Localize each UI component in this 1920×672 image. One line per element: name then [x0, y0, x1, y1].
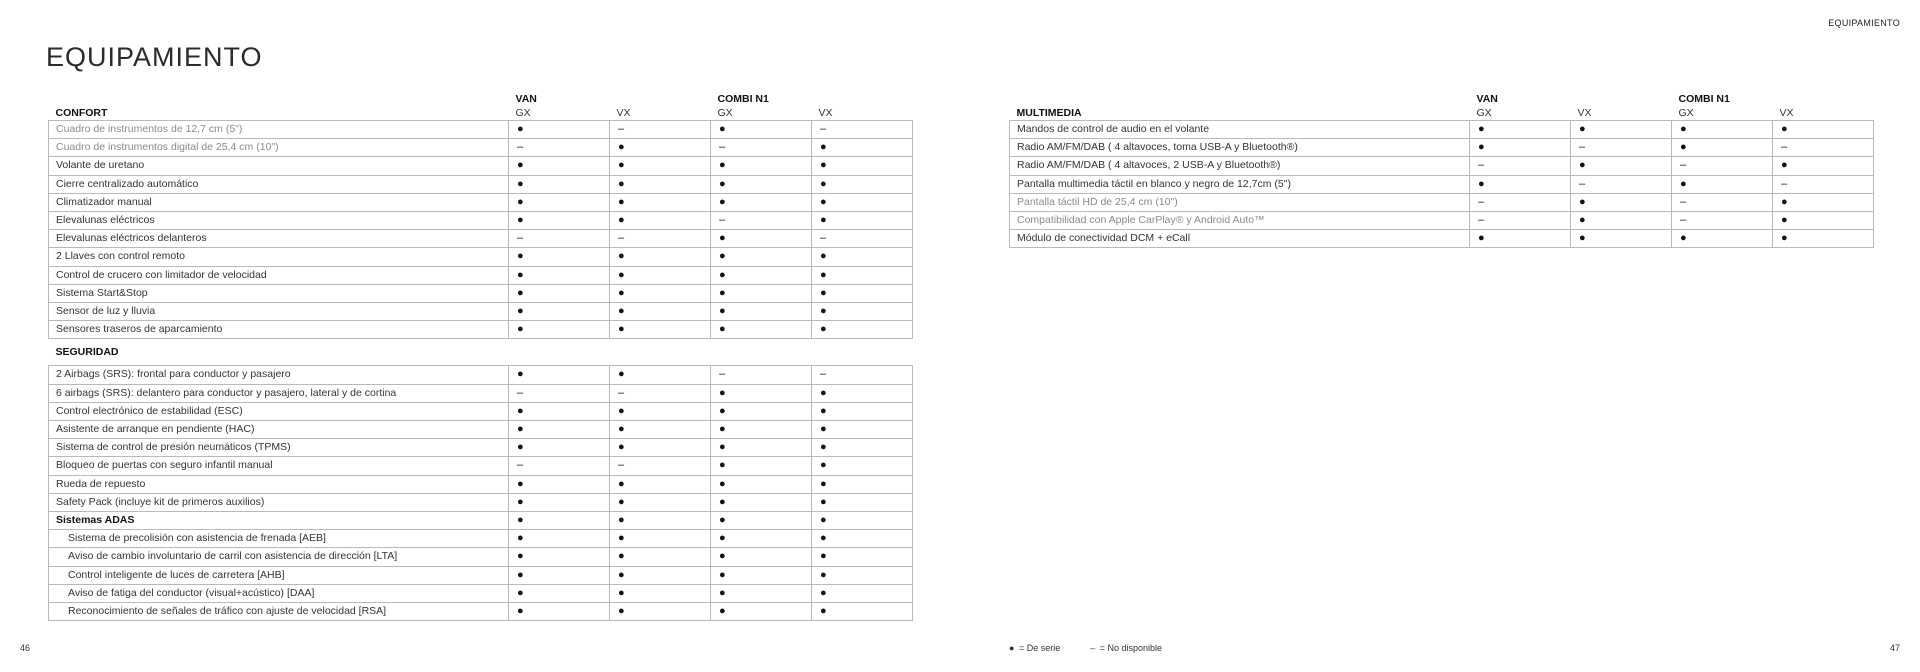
table-row: [49, 121, 913, 139]
availability-cell: –: [1672, 212, 1773, 230]
availability-cell: ●: [509, 493, 610, 511]
availability-cell: –: [1773, 139, 1874, 157]
feature-label: Elevalunas eléctricos: [49, 212, 509, 230]
availability-cell: ●: [711, 584, 812, 602]
multimedia-title: MULTIMEDIA: [1016, 107, 1082, 119]
availability-cell: –: [711, 139, 812, 157]
availability-cell: ●: [610, 157, 711, 175]
table-row: [49, 139, 913, 157]
availability-cell: ●: [711, 193, 812, 211]
availability-cell: ●: [610, 475, 711, 493]
availability-cell: ●: [812, 548, 913, 566]
seguridad-title: SEGURIDAD: [55, 346, 119, 359]
feature-label: Radio AM/FM/DAB ( 4 altavoces, toma USB-A y Bluetooth®): [1010, 139, 1470, 157]
availability-cell: –: [610, 384, 711, 402]
legend-na: [1090, 643, 1162, 653]
availability-cell: ●: [509, 284, 610, 302]
feature-label: Reconocimiento de señales de tráfico con ajuste de velocidad [RSA]: [49, 603, 509, 621]
availability-cell: ●: [509, 121, 610, 139]
availability-cell: –: [711, 366, 812, 384]
availability-cell: ●: [1773, 212, 1874, 230]
availability-cell: ●: [610, 439, 711, 457]
availability-cell: ●: [812, 212, 913, 230]
availability-cell: ●: [812, 248, 913, 266]
availability-cell: ●: [509, 366, 610, 384]
table-row: [1010, 157, 1874, 175]
availability-cell: ●: [509, 548, 610, 566]
availability-cell: –: [1672, 193, 1773, 211]
table-row: [49, 193, 913, 211]
availability-cell: ●: [812, 603, 913, 621]
availability-cell: ●: [812, 530, 913, 548]
availability-cell: ●: [509, 475, 610, 493]
table-row: [49, 366, 913, 384]
feature-label: Elevalunas eléctricos delanteros: [49, 230, 509, 248]
table-row: [1010, 139, 1874, 157]
van-gx-label: GX: [515, 107, 531, 119]
table-row: [49, 303, 913, 321]
availability-cell: ●: [610, 548, 711, 566]
availability-cell: ●: [610, 512, 711, 530]
availability-cell: ●: [509, 212, 610, 230]
availability-cell: ●: [711, 266, 812, 284]
availability-cell: ●: [812, 475, 913, 493]
availability-cell: –: [509, 457, 610, 475]
availability-cell: ●: [509, 266, 610, 284]
table-row: [49, 439, 913, 457]
combi-label: COMBI N1: [1678, 93, 1730, 105]
feature-label: Cierre centralizado automático: [49, 175, 509, 193]
availability-cell: –: [1470, 193, 1571, 211]
availability-cell: ●: [812, 402, 913, 420]
availability-cell: ●: [711, 384, 812, 402]
availability-cell: ●: [610, 566, 711, 584]
availability-cell: ●: [1672, 121, 1773, 139]
right-header-trims: [1010, 106, 1874, 121]
availability-cell: ●: [812, 303, 913, 321]
availability-cell: ●: [1773, 157, 1874, 175]
availability-cell: ●: [509, 439, 610, 457]
availability-cell: ●: [1571, 230, 1672, 248]
page-title: EQUIPAMIENTO: [46, 42, 263, 72]
availability-cell: ●: [812, 439, 913, 457]
table-row: [49, 175, 913, 193]
table-row: [49, 230, 913, 248]
availability-cell: –: [812, 121, 913, 139]
availability-cell: ●: [509, 421, 610, 439]
page-number-right: 47: [1889, 643, 1900, 653]
availability-cell: ●: [610, 212, 711, 230]
availability-cell: –: [509, 139, 610, 157]
availability-cell: ●: [509, 248, 610, 266]
table-row: [49, 603, 913, 621]
availability-cell: ●: [711, 284, 812, 302]
feature-label: Módulo de conectividad DCM + eCall: [1010, 230, 1470, 248]
availability-cell: ●: [509, 175, 610, 193]
table-row: [1010, 230, 1874, 248]
availability-cell: –: [711, 212, 812, 230]
table-row: [49, 457, 913, 475]
feature-label: Sistemas ADAS: [49, 512, 509, 530]
availability-cell: –: [509, 384, 610, 402]
legend-standard: [1009, 643, 1060, 653]
availability-cell: ●: [1571, 212, 1672, 230]
availability-cell: ●: [1571, 157, 1672, 175]
feature-label: Rueda de repuesto: [49, 475, 509, 493]
feature-label: 2 Airbags (SRS): frontal para conductor y pasajero: [49, 366, 509, 384]
feature-label: Volante de uretano: [49, 157, 509, 175]
table-row: [49, 321, 913, 339]
feature-label: Cuadro de instrumentos de 12,7 cm (5"): [49, 121, 509, 139]
section-header-row: [49, 339, 913, 366]
table-row: [49, 530, 913, 548]
feature-label: Aviso de fatiga del conductor (visual+acústico) [DAA]: [49, 584, 509, 602]
availability-cell: –: [509, 230, 610, 248]
availability-cell: ●: [711, 530, 812, 548]
feature-label: Control de crucero con limitador de velocidad: [49, 266, 509, 284]
bullet-icon: ●: [1009, 643, 1015, 653]
availability-cell: ●: [1470, 121, 1571, 139]
feature-label: Pantalla táctil HD de 25,4 cm (10"): [1010, 193, 1470, 211]
availability-cell: –: [610, 457, 711, 475]
availability-cell: ●: [509, 603, 610, 621]
table-row: [49, 421, 913, 439]
availability-cell: ●: [610, 139, 711, 157]
availability-cell: ●: [509, 193, 610, 211]
dash-icon: –: [1090, 643, 1096, 653]
availability-cell: ●: [509, 157, 610, 175]
running-head: EQUIPAMIENTO: [1828, 18, 1900, 28]
combi-gx-label: GX: [1678, 107, 1694, 119]
feature-label: Sensores traseros de aparcamiento: [49, 321, 509, 339]
availability-cell: ●: [711, 303, 812, 321]
table-row: [49, 284, 913, 302]
availability-cell: ●: [812, 384, 913, 402]
feature-label: 6 airbags (SRS): delantero para conductor y pasajero, lateral y de cortina: [49, 384, 509, 402]
availability-cell: ●: [610, 175, 711, 193]
van-vx-label: VX: [616, 107, 631, 119]
availability-cell: ●: [711, 321, 812, 339]
feature-label: Control electrónico de estabilidad (ESC): [49, 402, 509, 420]
van-label: VAN: [515, 93, 537, 105]
availability-cell: ●: [509, 402, 610, 420]
table-row: [49, 584, 913, 602]
availability-cell: ●: [1470, 230, 1571, 248]
availability-cell: ●: [1773, 230, 1874, 248]
left-equipment-table: [48, 92, 913, 621]
table-row: [49, 548, 913, 566]
feature-label: Asistente de arranque en pendiente (HAC): [49, 421, 509, 439]
availability-cell: ●: [812, 512, 913, 530]
availability-cell: ●: [1571, 193, 1672, 211]
availability-cell: ●: [812, 266, 913, 284]
feature-label: Cuadro de instrumentos digital de 25,4 cm (10"): [49, 139, 509, 157]
availability-cell: –: [812, 230, 913, 248]
table-row: [49, 157, 913, 175]
van-gx-label: GX: [1476, 107, 1492, 119]
feature-label: Pantalla multimedia táctil en blanco y negro de 12,7cm (5"): [1010, 175, 1470, 193]
availability-cell: ●: [711, 402, 812, 420]
feature-label: Mandos de control de audio en el volante: [1010, 121, 1470, 139]
availability-cell: ●: [711, 248, 812, 266]
feature-label: Control inteligente de luces de carretera [AHB]: [49, 566, 509, 584]
van-vx-label: VX: [1577, 107, 1592, 119]
availability-cell: ●: [711, 566, 812, 584]
availability-cell: –: [610, 121, 711, 139]
availability-cell: ●: [711, 157, 812, 175]
availability-cell: –: [812, 366, 913, 384]
legend-na-label: = No disponible: [1099, 643, 1163, 653]
left-header-models: [49, 92, 913, 106]
availability-cell: ●: [1672, 139, 1773, 157]
table-row: [49, 402, 913, 420]
feature-label: Aviso de cambio involuntario de carril con asistencia de dirección [LTA]: [49, 548, 509, 566]
right-equipment-table: [1009, 92, 1874, 248]
availability-cell: –: [1571, 175, 1672, 193]
availability-cell: ●: [610, 248, 711, 266]
availability-cell: ●: [812, 566, 913, 584]
feature-label: 2 Llaves con control remoto: [49, 248, 509, 266]
availability-cell: –: [1571, 139, 1672, 157]
legend: [1009, 643, 1162, 653]
table-row: [1010, 175, 1874, 193]
table-row: [49, 212, 913, 230]
availability-cell: ●: [812, 493, 913, 511]
availability-cell: ●: [711, 512, 812, 530]
availability-cell: ●: [509, 584, 610, 602]
availability-cell: ●: [610, 493, 711, 511]
availability-cell: ●: [610, 303, 711, 321]
table-row: [49, 475, 913, 493]
availability-cell: ●: [509, 566, 610, 584]
right-header-models: [1010, 92, 1874, 106]
availability-cell: ●: [610, 402, 711, 420]
combi-label: COMBI N1: [717, 93, 769, 105]
availability-cell: ●: [509, 321, 610, 339]
table-row: [49, 266, 913, 284]
table-row: [49, 566, 913, 584]
availability-cell: ●: [711, 439, 812, 457]
table-row: [49, 384, 913, 402]
legend-standard-label: = De serie: [1018, 643, 1061, 653]
availability-cell: ●: [610, 366, 711, 384]
availability-cell: ●: [812, 321, 913, 339]
availability-cell: ●: [711, 475, 812, 493]
availability-cell: ●: [711, 175, 812, 193]
availability-cell: ●: [812, 584, 913, 602]
table-row: [1010, 193, 1874, 211]
availability-cell: ●: [509, 512, 610, 530]
left-header-trims: [49, 106, 913, 121]
availability-cell: –: [610, 230, 711, 248]
table-row: [49, 248, 913, 266]
availability-cell: ●: [610, 530, 711, 548]
availability-cell: ●: [1672, 230, 1773, 248]
availability-cell: ●: [711, 421, 812, 439]
availability-cell: ●: [509, 530, 610, 548]
availability-cell: ●: [610, 321, 711, 339]
combi-vx-label: VX: [1779, 107, 1794, 119]
page-number-left: 46: [20, 643, 31, 653]
availability-cell: ●: [610, 266, 711, 284]
availability-cell: ●: [812, 457, 913, 475]
feature-label: Sistema Start&Stop: [49, 284, 509, 302]
table-row: [49, 512, 913, 530]
availability-cell: ●: [1773, 193, 1874, 211]
availability-cell: ●: [711, 603, 812, 621]
feature-label: Climatizador manual: [49, 193, 509, 211]
feature-label: Radio AM/FM/DAB ( 4 altavoces, 2 USB-A y Bluetooth®): [1010, 157, 1470, 175]
van-label: VAN: [1476, 93, 1498, 105]
availability-cell: ●: [812, 421, 913, 439]
availability-cell: –: [1470, 212, 1571, 230]
feature-label: Safety Pack (incluye kit de primeros auxilios): [49, 493, 509, 511]
availability-cell: ●: [711, 493, 812, 511]
confort-title: CONFORT: [55, 107, 108, 119]
availability-cell: –: [1470, 157, 1571, 175]
availability-cell: ●: [711, 121, 812, 139]
availability-cell: ●: [610, 284, 711, 302]
availability-cell: ●: [711, 457, 812, 475]
availability-cell: –: [1773, 175, 1874, 193]
combi-gx-label: GX: [717, 107, 733, 119]
availability-cell: ●: [812, 193, 913, 211]
feature-label: Compatibilidad con Apple CarPlay® y Android Auto™: [1010, 212, 1470, 230]
feature-label: Sensor de luz y lluvia: [49, 303, 509, 321]
availability-cell: ●: [509, 303, 610, 321]
availability-cell: ●: [1571, 121, 1672, 139]
table-row: [1010, 212, 1874, 230]
availability-cell: ●: [610, 584, 711, 602]
availability-cell: ●: [1470, 139, 1571, 157]
combi-vx-label: VX: [818, 107, 833, 119]
availability-cell: ●: [610, 603, 711, 621]
feature-label: Sistema de control de presión neumáticos (TPMS): [49, 439, 509, 457]
table-row: [49, 493, 913, 511]
availability-cell: ●: [812, 284, 913, 302]
feature-label: Bloqueo de puertas con seguro infantil manual: [49, 457, 509, 475]
availability-cell: ●: [812, 175, 913, 193]
availability-cell: ●: [1773, 121, 1874, 139]
table-row: [1010, 121, 1874, 139]
availability-cell: ●: [1672, 175, 1773, 193]
availability-cell: ●: [812, 157, 913, 175]
availability-cell: ●: [812, 139, 913, 157]
availability-cell: ●: [610, 193, 711, 211]
availability-cell: –: [1672, 157, 1773, 175]
availability-cell: ●: [610, 421, 711, 439]
availability-cell: ●: [1470, 175, 1571, 193]
availability-cell: ●: [711, 548, 812, 566]
availability-cell: ●: [711, 230, 812, 248]
feature-label: Sistema de precolisión con asistencia de frenada [AEB]: [49, 530, 509, 548]
